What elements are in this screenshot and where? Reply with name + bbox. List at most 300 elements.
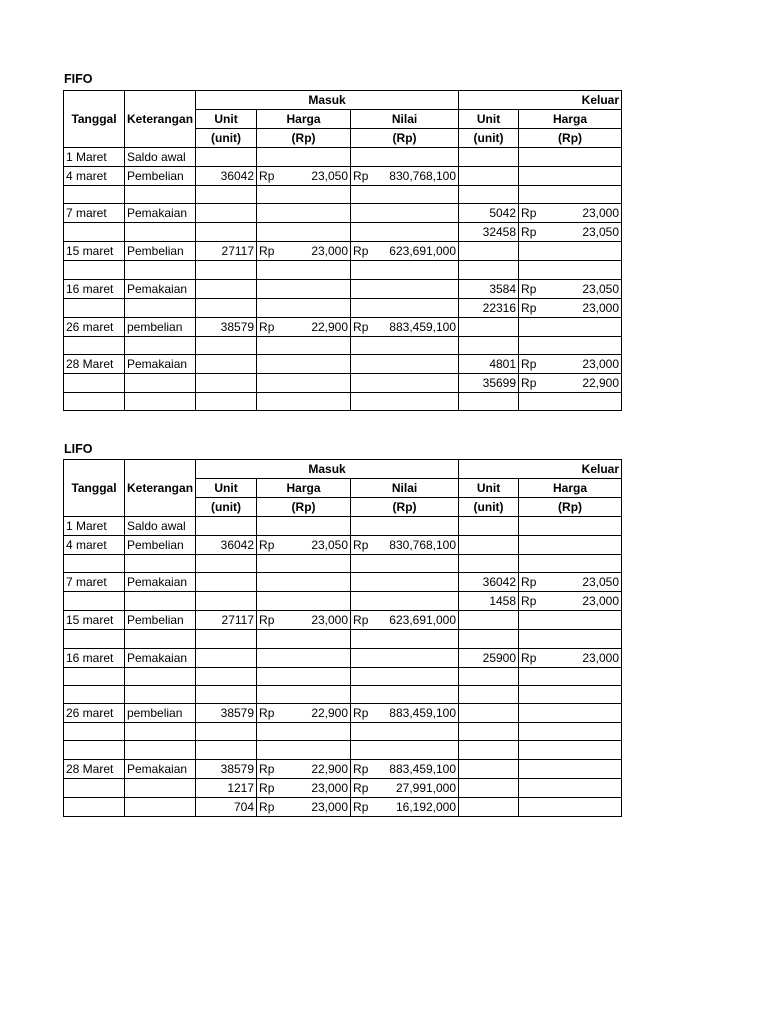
masuk-nilai-cell — [351, 373, 459, 392]
tanggal-cell — [64, 555, 125, 573]
tanggal-cell: 15 maret — [64, 242, 125, 261]
masuk-harga-header: Harga — [257, 110, 351, 129]
keluar-harga-cell-amount: 23,050 — [582, 225, 620, 240]
masuk-harga-cell — [257, 392, 351, 410]
masuk-nilai-cell — [351, 317, 459, 336]
masuk-harga-cell — [257, 741, 351, 759]
currency-label: Rp — [521, 300, 537, 315]
masuk-nilai-cell — [351, 167, 459, 186]
keluar-unit-cell — [459, 611, 519, 630]
keterangan-cell — [125, 685, 196, 703]
tanggal-cell — [64, 630, 125, 648]
keterangan-cell: Pembelian — [125, 242, 196, 261]
currency-label: Rp — [521, 650, 537, 665]
tanggal-cell — [64, 298, 125, 317]
masuk-harga-cell — [257, 555, 351, 573]
keluar-unit-cell: 22316 — [459, 298, 519, 317]
masuk-harga-cell — [257, 223, 351, 242]
tanggal-cell: 28 Maret — [64, 354, 125, 373]
tanggal-cell — [64, 592, 125, 611]
masuk-nilai-cell — [351, 536, 459, 555]
keluar-harga-cell — [519, 517, 622, 536]
tanggal-cell — [64, 392, 125, 410]
masuk-unit-cell — [196, 223, 257, 242]
table-row — [64, 261, 622, 279]
keterangan-cell: pembelian — [125, 317, 196, 336]
keluar-harga-cell-amount: 23,000 — [582, 356, 620, 371]
masuk-harga-cell — [257, 667, 351, 685]
tanggal-cell — [64, 667, 125, 685]
masuk-harga-cell — [257, 592, 351, 611]
masuk-nilai-cell — [351, 667, 459, 685]
masuk-unit-cell — [196, 592, 257, 611]
keluar-harga-cell-amount: 23,050 — [582, 281, 620, 296]
keluar-harga-cell — [519, 723, 622, 741]
masuk-nilai-cell — [351, 611, 459, 630]
keluar-harga-cell — [519, 317, 622, 336]
table-row — [64, 373, 622, 392]
keluar-unit-cell — [459, 741, 519, 759]
masuk-nilai-cell — [351, 223, 459, 242]
lifo-table — [63, 459, 622, 817]
masuk-harga-cell — [257, 242, 351, 261]
table-row — [64, 517, 622, 536]
keluar-harga-cell-amount: 23,000 — [582, 300, 620, 315]
keluar-harga-cell-amount: 22,900 — [582, 375, 620, 390]
keluar-unit-cell — [459, 759, 519, 778]
masuk-harga-cell-amount: 23,050 — [311, 538, 349, 552]
keluar-unit-cell — [459, 392, 519, 410]
table-row — [64, 298, 622, 317]
masuk-unit-cell — [196, 667, 257, 685]
masuk-unit-cell — [196, 279, 257, 298]
masuk-nilai-cell — [351, 392, 459, 410]
tanggal-cell: 1 Maret — [64, 148, 125, 167]
currency-label: Rp — [521, 225, 537, 240]
keluar-harga-cell — [519, 573, 622, 592]
masuk-unit-cell: 27117 — [196, 611, 257, 630]
tanggal-cell — [64, 741, 125, 759]
keluar-unit-cell — [459, 242, 519, 261]
currency-label: Rp — [259, 706, 275, 721]
currency-label: Rp — [353, 613, 369, 628]
masuk-harga-cell — [257, 704, 351, 723]
masuk-nilai-cell — [351, 298, 459, 317]
table-row — [64, 778, 622, 797]
masuk-nilai-cell-amount: 623,691,000 — [389, 613, 457, 628]
keluar-harga-cell — [519, 555, 622, 573]
keluar-unit-cell — [459, 778, 519, 797]
masuk-harga-cell — [257, 279, 351, 298]
keluar-harga-cell-amount: 23,000 — [582, 650, 620, 665]
keterangan-cell: Pemakaian — [125, 648, 196, 667]
keluar-harga-cell — [519, 279, 622, 298]
masuk-unit-cell — [196, 148, 257, 167]
table-row — [64, 685, 622, 703]
table-row — [64, 648, 622, 667]
masuk-nilai-cell — [351, 555, 459, 573]
keluar-unit-cell — [459, 148, 519, 167]
keterangan-cell: Saldo awal — [125, 517, 196, 536]
currency-label: Rp — [259, 780, 275, 795]
masuk-nilai-cell — [351, 630, 459, 648]
masuk-harga-cell — [257, 648, 351, 667]
masuk-unit-cell: 38579 — [196, 704, 257, 723]
keterangan-cell: Pemakaian — [125, 759, 196, 778]
keluar-header: Keluar — [459, 460, 622, 479]
keterangan-cell — [125, 592, 196, 611]
keterangan-cell: Pemakaian — [125, 573, 196, 592]
keterangan-cell — [125, 630, 196, 648]
keterangan-cell — [125, 186, 196, 204]
masuk-harga-cell — [257, 298, 351, 317]
keluar-harga-sub: (Rp) — [519, 498, 622, 517]
table-row — [64, 630, 622, 648]
table-row — [64, 611, 622, 630]
keterangan-cell: Pemakaian — [125, 279, 196, 298]
masuk-harga-cell — [257, 317, 351, 336]
keluar-unit-header: Unit — [459, 479, 519, 498]
masuk-harga-cell-amount: 23,000 — [311, 799, 349, 814]
keluar-harga-cell — [519, 204, 622, 223]
table-row — [64, 242, 622, 261]
masuk-unit-cell: 27117 — [196, 242, 257, 261]
keterangan-cell: Pemakaian — [125, 204, 196, 223]
tanggal-header: Tanggal — [64, 91, 125, 148]
keluar-harga-cell — [519, 704, 622, 723]
masuk-nilai-cell-amount: 830,768,100 — [389, 169, 457, 183]
fifo-title: FIFO — [64, 72, 93, 86]
masuk-nilai-cell — [351, 741, 459, 759]
masuk-harga-cell — [257, 723, 351, 741]
keluar-harga-cell — [519, 778, 622, 797]
keluar-unit-cell: 1458 — [459, 592, 519, 611]
tanggal-cell: 4 maret — [64, 536, 125, 555]
keluar-unit-cell: 4801 — [459, 354, 519, 373]
currency-label: Rp — [521, 206, 537, 221]
masuk-unit-cell — [196, 685, 257, 703]
keluar-unit-cell: 25900 — [459, 648, 519, 667]
masuk-nilai-header: Nilai — [351, 479, 459, 498]
currency-label: Rp — [353, 706, 369, 721]
masuk-harga-cell — [257, 336, 351, 354]
tanggal-cell — [64, 685, 125, 703]
tanggal-cell: 4 maret — [64, 167, 125, 186]
table-row — [64, 704, 622, 723]
currency-label: Rp — [353, 780, 369, 795]
masuk-harga-cell — [257, 536, 351, 555]
masuk-unit-cell: 704 — [196, 797, 257, 816]
tanggal-header: Tanggal — [64, 460, 125, 517]
masuk-unit-cell — [196, 204, 257, 223]
table-row — [64, 741, 622, 759]
keterangan-cell — [125, 373, 196, 392]
masuk-nilai-cell-amount: 883,459,100 — [389, 761, 457, 776]
table-row — [64, 592, 622, 611]
masuk-harga-cell — [257, 354, 351, 373]
tanggal-cell — [64, 186, 125, 204]
keluar-harga-header: Harga — [519, 479, 622, 498]
keluar-unit-cell — [459, 723, 519, 741]
masuk-nilai-sub: (Rp) — [351, 129, 459, 148]
keterangan-cell — [125, 336, 196, 354]
keterangan-cell — [125, 261, 196, 279]
keluar-harga-cell — [519, 741, 622, 759]
keluar-harga-cell — [519, 536, 622, 555]
keluar-unit-cell: 5042 — [459, 204, 519, 223]
masuk-harga-cell — [257, 186, 351, 204]
keluar-harga-cell-amount: 23,050 — [582, 575, 620, 590]
currency-label: Rp — [259, 538, 275, 552]
keluar-harga-cell — [519, 242, 622, 261]
currency-label: Rp — [353, 169, 369, 183]
currency-label: Rp — [353, 538, 369, 552]
keterangan-cell — [125, 392, 196, 410]
keluar-unit-cell — [459, 536, 519, 555]
keluar-harga-header: Harga — [519, 110, 622, 129]
masuk-unit-cell — [196, 373, 257, 392]
masuk-header: Masuk — [196, 460, 459, 479]
tanggal-cell: 26 maret — [64, 317, 125, 336]
masuk-unit-cell — [196, 630, 257, 648]
keluar-harga-cell — [519, 223, 622, 242]
keterangan-cell — [125, 555, 196, 573]
masuk-nilai-cell-amount: 16,192,000 — [395, 799, 457, 814]
currency-label: Rp — [353, 799, 369, 814]
keluar-harga-cell — [519, 354, 622, 373]
keterangan-cell: Pembelian — [125, 167, 196, 186]
keluar-harga-cell — [519, 167, 622, 186]
masuk-harga-cell-amount: 23,000 — [311, 613, 349, 628]
keluar-unit-cell — [459, 517, 519, 536]
masuk-harga-cell — [257, 517, 351, 536]
tanggal-cell — [64, 223, 125, 242]
fifo-table — [63, 90, 622, 411]
currency-label: Rp — [259, 799, 275, 814]
keluar-unit-sub: (unit) — [459, 498, 519, 517]
table-row — [64, 204, 622, 223]
masuk-nilai-cell — [351, 242, 459, 261]
keluar-unit-cell — [459, 704, 519, 723]
masuk-harga-cell — [257, 148, 351, 167]
table-row — [64, 317, 622, 336]
tanggal-cell — [64, 336, 125, 354]
masuk-unit-cell — [196, 261, 257, 279]
masuk-unit-cell — [196, 648, 257, 667]
keluar-harga-cell — [519, 186, 622, 204]
masuk-unit-cell — [196, 354, 257, 373]
keluar-unit-cell: 3584 — [459, 279, 519, 298]
masuk-unit-cell: 38579 — [196, 759, 257, 778]
masuk-nilai-cell-amount: 623,691,000 — [389, 244, 457, 259]
masuk-nilai-cell — [351, 148, 459, 167]
keluar-harga-cell — [519, 648, 622, 667]
masuk-unit-cell — [196, 336, 257, 354]
masuk-unit-cell — [196, 723, 257, 741]
table-row — [64, 186, 622, 204]
masuk-unit-sub: (unit) — [196, 129, 257, 148]
keterangan-cell — [125, 778, 196, 797]
keterangan-cell — [125, 298, 196, 317]
keluar-harga-cell — [519, 592, 622, 611]
keluar-unit-cell — [459, 261, 519, 279]
tanggal-cell — [64, 373, 125, 392]
tanggal-cell: 1 Maret — [64, 517, 125, 536]
masuk-unit-cell — [196, 186, 257, 204]
keluar-harga-cell — [519, 667, 622, 685]
table-row — [64, 555, 622, 573]
keterangan-header: Keterangan — [125, 91, 196, 148]
masuk-harga-cell — [257, 573, 351, 592]
tanggal-cell — [64, 261, 125, 279]
keterangan-cell — [125, 723, 196, 741]
header-row — [64, 91, 622, 110]
table-row — [64, 667, 622, 685]
masuk-harga-cell-amount: 22,900 — [311, 706, 349, 721]
table-row — [64, 723, 622, 741]
masuk-nilai-cell — [351, 797, 459, 816]
keluar-harga-cell — [519, 298, 622, 317]
masuk-nilai-header: Nilai — [351, 110, 459, 129]
keluar-unit-cell — [459, 186, 519, 204]
masuk-harga-cell-amount: 23,000 — [311, 780, 349, 795]
masuk-unit-cell — [196, 298, 257, 317]
masuk-harga-cell-amount: 22,900 — [311, 319, 349, 334]
keluar-harga-cell-amount: 23,000 — [582, 206, 620, 221]
keluar-unit-cell: 35699 — [459, 373, 519, 392]
keluar-harga-cell-amount: 23,000 — [582, 594, 620, 609]
currency-label: Rp — [521, 594, 537, 609]
currency-label: Rp — [521, 575, 537, 590]
keterangan-cell: pembelian — [125, 704, 196, 723]
header-row — [64, 460, 622, 479]
masuk-harga-cell — [257, 261, 351, 279]
table-row — [64, 536, 622, 555]
masuk-nilai-cell — [351, 723, 459, 741]
masuk-unit-cell — [196, 573, 257, 592]
keluar-unit-cell — [459, 167, 519, 186]
tanggal-cell: 26 maret — [64, 704, 125, 723]
masuk-unit-cell: 36042 — [196, 536, 257, 555]
currency-label: Rp — [521, 375, 537, 390]
keterangan-cell — [125, 223, 196, 242]
table-row — [64, 148, 622, 167]
masuk-unit-header: Unit — [196, 110, 257, 129]
masuk-nilai-cell — [351, 517, 459, 536]
keterangan-cell — [125, 797, 196, 816]
keluar-unit-cell: 32458 — [459, 223, 519, 242]
masuk-nilai-cell — [351, 685, 459, 703]
keluar-harga-cell — [519, 759, 622, 778]
masuk-nilai-cell — [351, 354, 459, 373]
masuk-harga-cell — [257, 373, 351, 392]
masuk-unit-header: Unit — [196, 479, 257, 498]
keluar-unit-cell — [459, 685, 519, 703]
tanggal-cell — [64, 797, 125, 816]
masuk-nilai-cell — [351, 279, 459, 298]
masuk-harga-cell — [257, 797, 351, 816]
keluar-harga-cell — [519, 392, 622, 410]
table-row — [64, 336, 622, 354]
currency-label: Rp — [259, 761, 275, 776]
masuk-harga-sub: (Rp) — [257, 498, 351, 517]
masuk-nilai-cell — [351, 261, 459, 279]
currency-label: Rp — [259, 169, 275, 183]
keluar-unit-header: Unit — [459, 110, 519, 129]
masuk-nilai-cell-amount: 830,768,100 — [389, 538, 457, 552]
keluar-unit-cell: 36042 — [459, 573, 519, 592]
masuk-nilai-cell — [351, 778, 459, 797]
masuk-nilai-cell-amount: 883,459,100 — [389, 706, 457, 721]
masuk-nilai-cell — [351, 704, 459, 723]
table-row — [64, 573, 622, 592]
keluar-unit-cell — [459, 336, 519, 354]
currency-label: Rp — [259, 613, 275, 628]
masuk-nilai-cell — [351, 204, 459, 223]
masuk-unit-sub: (unit) — [196, 498, 257, 517]
masuk-nilai-cell — [351, 759, 459, 778]
keterangan-header: Keterangan — [125, 460, 196, 517]
masuk-harga-cell — [257, 778, 351, 797]
masuk-nilai-sub: (Rp) — [351, 498, 459, 517]
masuk-nilai-cell — [351, 336, 459, 354]
masuk-unit-cell — [196, 741, 257, 759]
keterangan-cell: Pemakaian — [125, 354, 196, 373]
keterangan-cell — [125, 667, 196, 685]
tanggal-cell: 16 maret — [64, 279, 125, 298]
masuk-harga-cell-amount: 22,900 — [311, 761, 349, 776]
table-row — [64, 354, 622, 373]
keterangan-cell: Pembelian — [125, 611, 196, 630]
keluar-unit-sub: (unit) — [459, 129, 519, 148]
keluar-harga-cell — [519, 630, 622, 648]
masuk-harga-cell — [257, 167, 351, 186]
tanggal-cell: 7 maret — [64, 204, 125, 223]
masuk-harga-cell — [257, 759, 351, 778]
keluar-harga-cell — [519, 611, 622, 630]
keterangan-cell — [125, 741, 196, 759]
masuk-nilai-cell — [351, 573, 459, 592]
masuk-unit-cell: 36042 — [196, 167, 257, 186]
keluar-header: Keluar — [459, 91, 622, 110]
currency-label: Rp — [353, 761, 369, 776]
currency-label: Rp — [353, 244, 369, 259]
tanggal-cell: 15 maret — [64, 611, 125, 630]
table-row — [64, 392, 622, 410]
keluar-harga-cell — [519, 336, 622, 354]
masuk-unit-cell: 1217 — [196, 778, 257, 797]
table-row — [64, 279, 622, 298]
keterangan-cell: Saldo awal — [125, 148, 196, 167]
currency-label: Rp — [259, 244, 275, 259]
table-row — [64, 759, 622, 778]
keluar-harga-cell — [519, 685, 622, 703]
masuk-nilai-cell-amount: 27,991,000 — [395, 780, 457, 795]
keluar-unit-cell — [459, 317, 519, 336]
currency-label: Rp — [521, 356, 537, 371]
masuk-unit-cell — [196, 517, 257, 536]
tanggal-cell: 7 maret — [64, 573, 125, 592]
masuk-harga-cell — [257, 611, 351, 630]
masuk-header: Masuk — [196, 91, 459, 110]
tanggal-cell: 16 maret — [64, 648, 125, 667]
masuk-nilai-cell — [351, 592, 459, 611]
keluar-unit-cell — [459, 797, 519, 816]
masuk-unit-cell — [196, 555, 257, 573]
table-row — [64, 797, 622, 816]
table-row — [64, 167, 622, 186]
keluar-unit-cell — [459, 667, 519, 685]
